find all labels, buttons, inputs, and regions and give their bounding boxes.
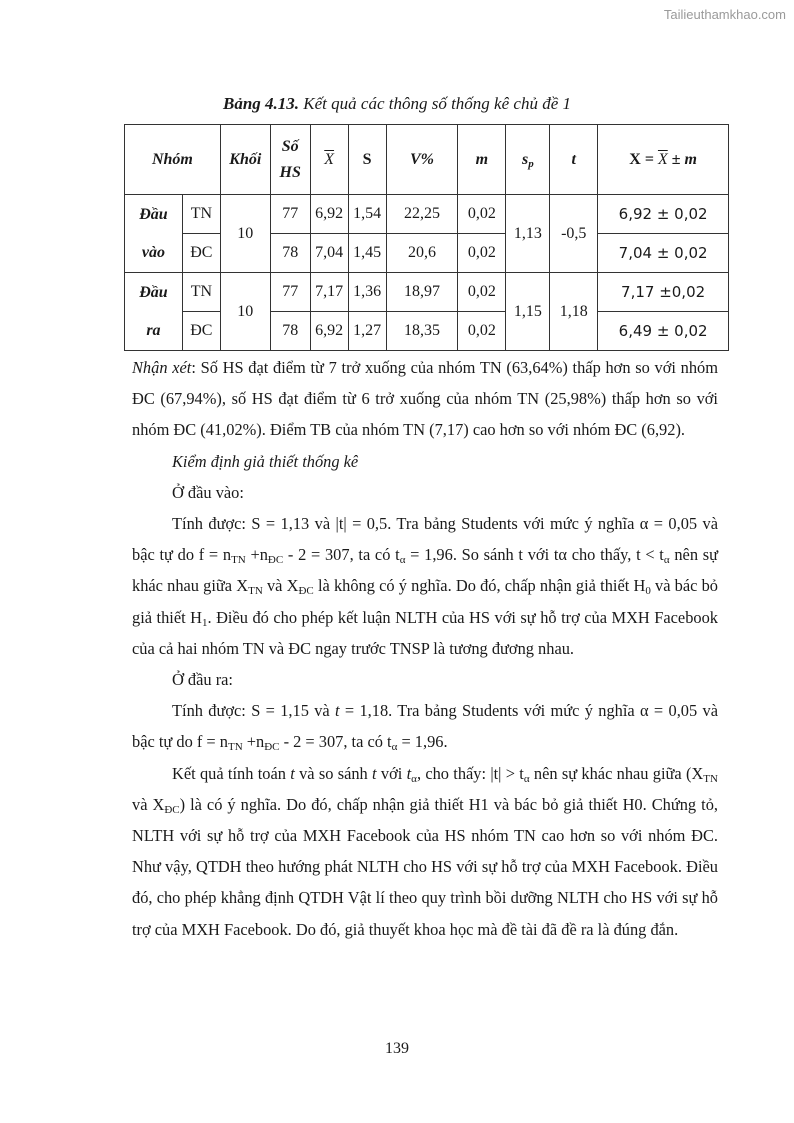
- table-header-row: [125, 125, 729, 195]
- t-cell: -0,5: [550, 195, 598, 273]
- table-row: [125, 273, 729, 312]
- mean-cell: 7,17: [310, 273, 348, 312]
- grade-cell: 10: [220, 195, 270, 273]
- count-cell: 78: [270, 234, 310, 273]
- count-cell: 77: [270, 273, 310, 312]
- output-paragraph: [132, 695, 718, 757]
- subscript: α: [523, 772, 530, 785]
- result-cell: 7,04 ± 0,02: [598, 234, 729, 273]
- s-cell: 1,27: [348, 312, 386, 351]
- grade-cell: 10: [220, 273, 270, 351]
- text-span: = 1,96. So sánh t với tα cho thấy, t < t: [405, 545, 664, 565]
- subscript: 1: [202, 616, 208, 629]
- text-span: ) là có ý nghĩa. Do đó, chấp nhận giả thiết H1 và bác bỏ giả thiết H0. Chứng tỏ, NLTH với sự hỗ trợ của MXH Facebook của HS nhóm TN cao hơn so với nhóm ĐC. Như vậy, QTDH theo hướng phát NLTH cho HS với sự hỗ trợ của MXH Facebook. Điều đó, cho phép khẳng định QTDH Vật lí theo quy trình bồi dưỡng NLTH cho HS với sự hỗ trợ của MXH Facebook. Do đó, giả thuyết khoa học mà đề tài đã đề ra là đúng đắn.: [132, 794, 718, 939]
- header-grade: Khối: [220, 125, 270, 195]
- result-cell: 7,17 ±0,02: [598, 273, 729, 312]
- text-span: . Điều đó cho phép kết luận NLTH của HS với sự hỗ trợ của MXH Facebook của cả hai nhóm TN và ĐC ngay trước TNSP là tương đương nhau.: [132, 607, 718, 658]
- remark-paragraph: [132, 352, 718, 446]
- text-span: , cho thấy: |t| > t: [416, 763, 524, 783]
- t-symbol: t: [372, 763, 377, 783]
- header-count: [270, 125, 310, 195]
- header-sp-symbol: s: [521, 150, 529, 168]
- text-span: và X: [262, 576, 299, 596]
- v-cell: 20,6: [386, 234, 458, 273]
- group-label: [125, 273, 183, 351]
- table-row: [125, 312, 729, 351]
- header-mean-symbol: $\overline{X}$: [324, 150, 335, 168]
- subgroup-name: ĐC: [182, 234, 220, 273]
- v-cell: 18,35: [386, 312, 458, 351]
- subscript: TN: [231, 554, 246, 567]
- result-paragraph: [132, 758, 718, 945]
- subscript: α: [399, 554, 406, 567]
- text-span: +n: [245, 545, 268, 565]
- subscript: α: [391, 741, 398, 754]
- header-s: S: [348, 125, 386, 195]
- input-paragraph: [132, 508, 718, 664]
- subscript: TN: [227, 741, 243, 754]
- subscript: α: [663, 554, 670, 567]
- table-row: [125, 195, 729, 234]
- count-cell: 78: [270, 312, 310, 351]
- text-span: - 2 = 307, ta có t: [283, 545, 400, 565]
- text-span: và bác bỏ giả thiết H: [132, 576, 718, 627]
- sp-cell: 1,13: [506, 195, 550, 273]
- subscript: ĐC: [298, 585, 314, 598]
- group-label-line1: Đầu: [139, 283, 168, 301]
- header-m: m: [458, 125, 506, 195]
- s-cell: 1,36: [348, 273, 386, 312]
- page-number: 139: [385, 1040, 409, 1057]
- group-label-line1: Đầu: [139, 205, 168, 223]
- caption-label: Bảng 4.13.: [223, 94, 300, 113]
- remark-body: : Số HS đạt điểm từ 7 trở xuống của nhóm TN (63,64%) thấp hơn so với nhóm ĐC (67,94%), số HS đạt điểm từ 6 trở xuống của nhóm TN (25,98%) thấp hơn so với nhóm ĐC (41,02%). Điểm TB của nhóm TN (7,17) cao hơn so với nhóm ĐC (6,92).: [132, 358, 718, 440]
- subscript: 0: [645, 585, 651, 598]
- subscript: ĐC: [164, 803, 180, 816]
- s-cell: 1,45: [348, 234, 386, 273]
- m-cell: 0,02: [458, 273, 506, 312]
- header-result-suffix: ± m: [667, 150, 697, 168]
- text-span: nên sự khác nhau giữa X: [132, 545, 718, 596]
- output-heading: Ở đầu ra:: [172, 670, 233, 690]
- sp-cell: 1,15: [506, 273, 550, 351]
- mean-cell: 6,92: [310, 195, 348, 234]
- subscript: α: [411, 772, 417, 785]
- table-caption: [0, 94, 794, 114]
- group-label-line2: ra: [146, 321, 161, 339]
- statistics-table: [124, 124, 729, 351]
- subscript: ĐC: [267, 554, 284, 567]
- group-label-line2: vào: [141, 243, 165, 261]
- v-cell: 18,97: [386, 273, 458, 312]
- subgroup-name: TN: [182, 195, 220, 234]
- table-row: [125, 234, 729, 273]
- subscript: TN: [248, 585, 263, 598]
- text-span: Kết quả tính toán: [172, 763, 291, 783]
- text-span: Tính được: S = 1,13 và |t| = 0,5. Tra bảng Students với mức ý nghĩa α = 0,05 và bậc tự do f = n: [132, 514, 718, 565]
- s-cell: 1,54: [348, 195, 386, 234]
- subgroup-name: ĐC: [182, 312, 220, 351]
- watermark: Tailieuthamkhao.com: [663, 7, 786, 22]
- text-span: Tính được: S = 1,15 và: [172, 701, 336, 721]
- body-text: [132, 352, 718, 945]
- header-v: V%: [386, 125, 458, 195]
- header-count-line1: Số: [281, 137, 299, 155]
- header-result-prefix: X =: [629, 150, 658, 168]
- header-sp: [506, 125, 550, 195]
- m-cell: 0,02: [458, 234, 506, 273]
- header-group: Nhóm: [125, 125, 221, 195]
- subgroup-name: TN: [182, 273, 220, 312]
- mean-cell: 7,04: [310, 234, 348, 273]
- text-span: = 1,18. Tra bảng Students với mức ý nghĩa α = 0,05 và bậc tự do f = n: [132, 701, 718, 752]
- header-sp-sub: p: [528, 157, 534, 170]
- t-symbol: t: [406, 763, 412, 783]
- v-cell: 22,25: [386, 195, 458, 234]
- text-span: với: [376, 763, 407, 783]
- header-mean: [310, 125, 348, 195]
- text-span: = 1,96.: [397, 732, 448, 752]
- text-span: +n: [242, 732, 265, 752]
- header-result: [598, 125, 729, 195]
- result-cell: 6,92 ± 0,02: [598, 195, 729, 234]
- text-span: và so sánh: [294, 763, 373, 783]
- text-span: và X: [132, 794, 165, 814]
- group-label: [125, 195, 183, 273]
- input-heading: Ở đầu vào:: [172, 482, 244, 502]
- header-t: t: [550, 125, 598, 195]
- text-span: nên sự khác nhau giữa (X: [529, 763, 704, 783]
- header-result-bar: $\overline{X}$: [657, 150, 668, 168]
- m-cell: 0,02: [458, 195, 506, 234]
- m-cell: 0,02: [458, 312, 506, 351]
- mean-cell: 6,92: [310, 312, 348, 351]
- hypothesis-heading: [132, 446, 718, 477]
- hypothesis-heading-text: Kiểm định giả thiết thống kê: [172, 451, 359, 471]
- t-symbol: t: [290, 763, 295, 783]
- subscript: ĐC: [264, 741, 280, 754]
- remark-label: Nhận xét: [132, 358, 192, 377]
- caption-text: Kết quả các thông số thống kê chủ đề 1: [299, 94, 571, 113]
- header-count-line2: HS: [279, 163, 301, 181]
- t-symbol: t: [335, 701, 340, 721]
- subscript: TN: [703, 772, 718, 785]
- count-cell: 77: [270, 195, 310, 234]
- t-cell: 1,18: [550, 273, 598, 351]
- text-span: là không có ý nghĩa. Do đó, chấp nhận giả thiết H: [313, 576, 646, 596]
- text-span: - 2 = 307, ta có t: [279, 732, 392, 752]
- result-cell: 6,49 ± 0,02: [598, 312, 729, 351]
